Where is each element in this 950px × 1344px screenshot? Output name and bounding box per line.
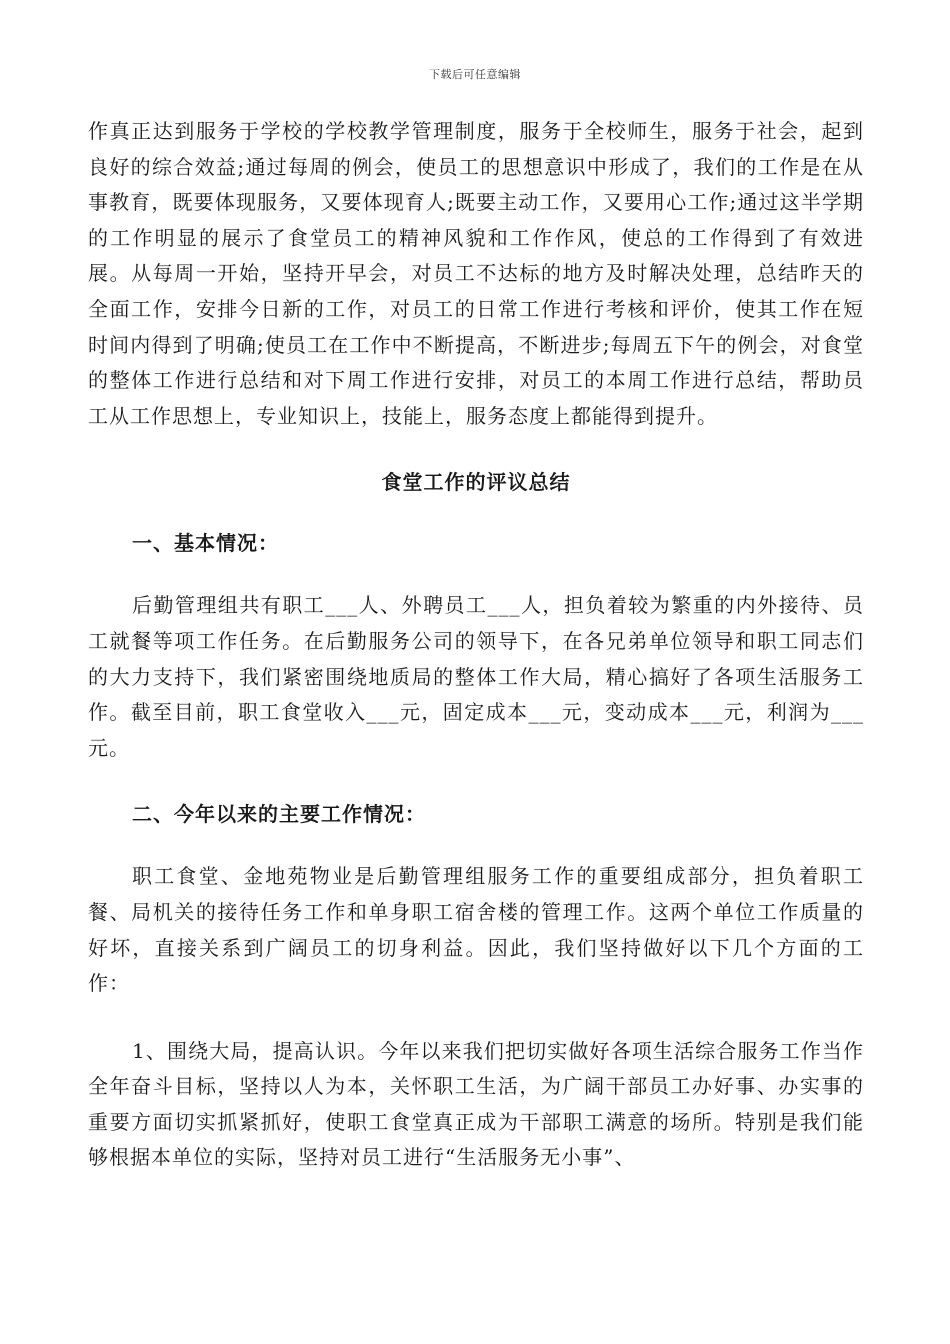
document-body (88, 114, 864, 1176)
page-header: 下载后可任意编辑 (429, 68, 521, 81)
section-heading-main-work: 二、今年以来的主要工作情况： (132, 802, 426, 827)
document-title: 食堂工作的评议总结 (381, 470, 571, 495)
section-paragraph-main-work: 职工食堂、金地苑物业是后勤管理组服务工作的重要组成部分，担负着职工餐、局机关的接待任务工作和单身职工宿舍楼的管理工作。这两个单位工作质量的好坏，直接关系到广阔员工的切身利益。因此，我们坚持做好以下几个方面的工作： (88, 864, 864, 996)
section-paragraph-basic: 后勤管理组共有职工___人、外聘员工___人，担负着较为繁重的内外接待、员工就餐等项工作任务。在后勤服务公司的领导下，在各兄弟单位领导和职工同志们的大力支持下，我们紧密围绕地质局的整体工作大局，精心搞好了各项生活服务工作。截至目前，职工食堂收入___元，固定成本___元，变动成本___元，利润为___元。 (88, 593, 864, 760)
intro-paragraph: 作真正达到服务于学校的学校教学管理制度，服务于全校师生，服务于社会，起到良好的综合效益;通过每周的例会，使员工的思想意识中形成了，我们的工作是在从事教育，既要体现服务，又要体现育人;既要主动工作，又要用心工作;通过这半学期的工作明显的展示了食堂员工的精神风貌和工作作风，使总的工作得到了有效进展。从每周一开始，坚持开早会，对员工不达标的地方及时解决处理，总结昨天的全面工作，安排今日新的工作，对员工的日常工作进行考核和评价，使其工作在短时间内得到了明确;使员工在工作中不断提高，不断进步;每周五下午的例会，对食堂的整体工作进行总结和对下周工作进行安排，对员工的本周工作进行总结，帮助员工从工作思想上，专业知识上，技能上，服务态度上都能得到提升。 (88, 119, 864, 428)
section-item-1: 1、围绕大局，提高认识。今年以来我们把切实做好各项生活综合服务工作当作全年奋斗目标，坚持以人为本，关怀职工生活，为广阔干部员工办好事、办实事的重要方面切实抓紧抓好，使职工食堂真正成为干部职工满意的场所。特别是我们能够根据本单位的实际，坚持对员工进行“生活服务无小事”、 (88, 1038, 864, 1170)
section-heading-basic: 一、基本情况： (132, 531, 279, 556)
